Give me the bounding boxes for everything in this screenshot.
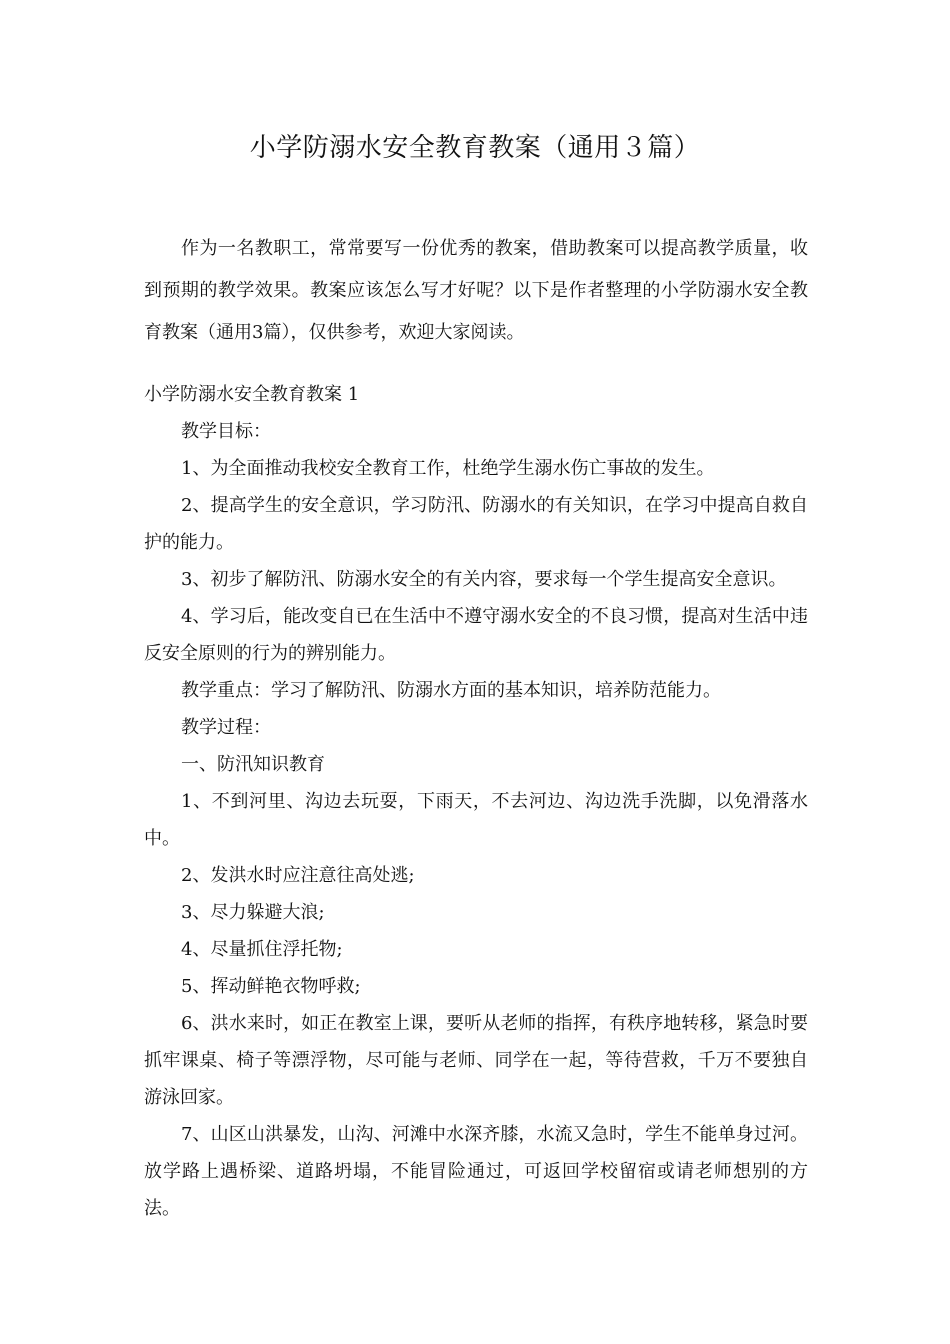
paragraph-flood-4: 4、尽量抓住浮托物; [181, 939, 343, 960]
paragraph-goal-2: 2、提高学生的安全意识，学习防汛、防溺水的有关知识，在学习中提高自救自护的能力。 [144, 495, 808, 553]
paragraph-key-point: 教学重点：学习了解防汛、防溺水方面的基本知识，培养防范能力。 [181, 680, 721, 701]
paragraph-goal-3: 3、初步了解防汛、防溺水安全的有关内容，要求每一个学生提高安全意识。 [181, 569, 787, 590]
paragraph-goal-1: 1、为全面推动我校安全教育工作，杜绝学生溺水伤亡事故的发生。 [181, 458, 715, 479]
paragraph-flood-2: 2、发洪水时应注意往高处逃; [181, 865, 415, 886]
paragraph-flood-7: 7、山区山洪暴发，山沟、河滩中水深齐膝，水流又急时，学生不能单身过河。放学路上遇桥梁、道路坍塌，不能冒险通过，可返回学校留宿或请老师想别的方法。 [144, 1124, 808, 1219]
intro-paragraph: 作为一名教职工，常常要写一份优秀的教案，借助教案可以提高教学质量，收到预期的教学效果。教案应该怎么写才好呢？以下是作者整理的小学防溺水安全教育教案（通用3篇），仅供参考，欢迎大家阅读。 [144, 238, 808, 343]
paragraph-teaching-goal: 教学目标： [181, 421, 271, 442]
document-title: 小学防溺水安全教育教案（通用３篇） [249, 133, 701, 163]
paragraph-goal-4: 4、学习后，能改变自已在生活中不遵守溺水安全的不良习惯，提高对生活中违反安全原则的行为的辨别能力。 [144, 606, 808, 664]
paragraph-flood-5: 5、挥动鲜艳衣物呼救; [181, 976, 361, 997]
paragraph-flood-6: 6、洪水来时，如正在教室上课，要听从老师的指挥，有秩序地转移，紧急时要抓牢课桌、椅子等漂浮物，尽可能与老师、同学在一起，等待营救，千万不要独自游泳回家。 [144, 1013, 808, 1108]
paragraph-flood-1: 1、不到河里、沟边去玩耍，下雨天，不去河边、沟边洗手洗脚，以免滑落水中。 [144, 791, 808, 849]
paragraph-flood-3: 3、尽力躲避大浪; [181, 902, 325, 923]
section-heading: 小学防溺水安全教育教案 1 [144, 384, 360, 405]
paragraph-process: 教学过程： [181, 717, 271, 738]
paragraph-flood-heading: 一、防汛知识教育 [181, 754, 325, 775]
